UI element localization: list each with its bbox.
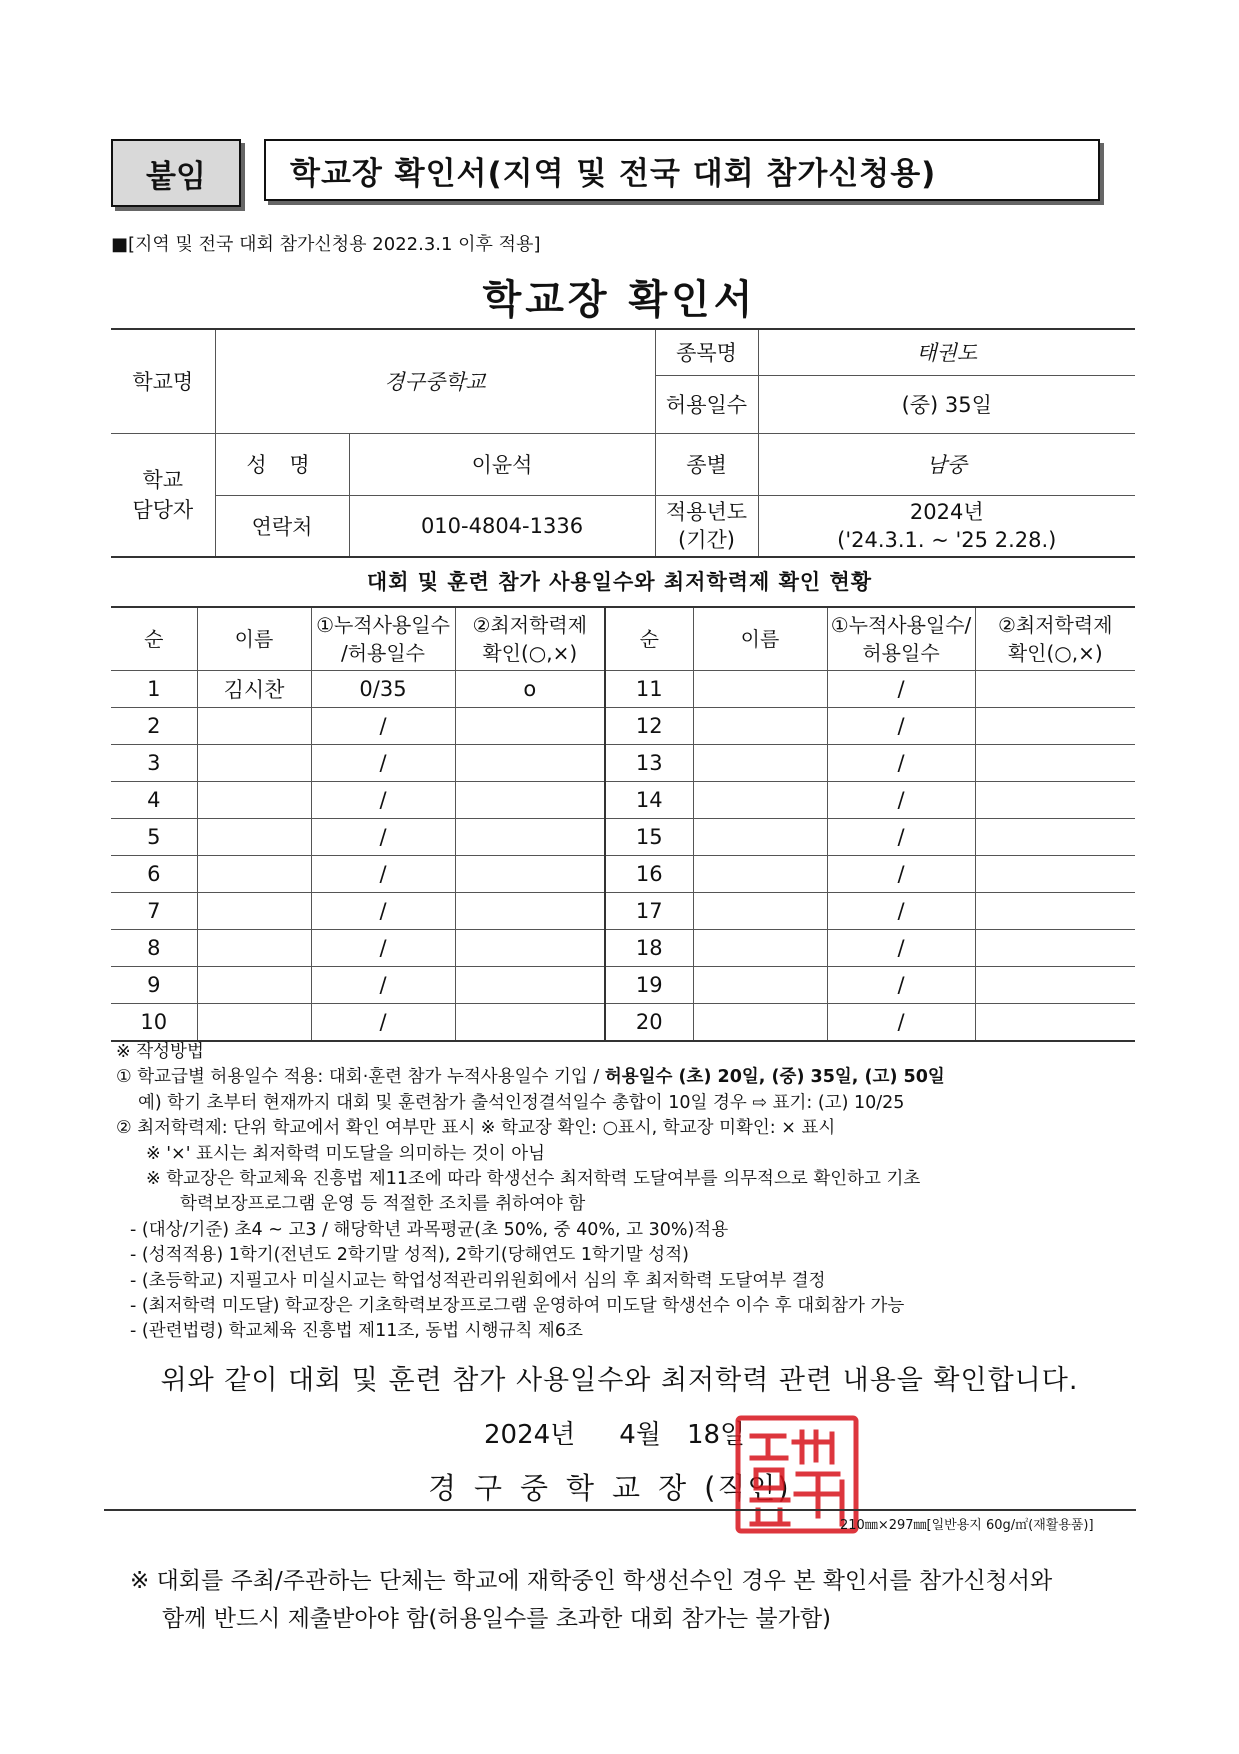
row-days-left: / (311, 819, 455, 856)
roster-section-title: 대회 및 훈련 참가 사용일수와 최저학력제 확인 현황 (366, 570, 873, 594)
confirmation-statement: 위와 같이 대회 및 훈련 참가 사용일수와 최저학력 관련 내용을 확인합니다. (160, 1365, 1079, 1396)
row-check-left (455, 967, 605, 1004)
header-check-left-2: 확인(○,×) (482, 641, 578, 665)
attachment-label: 붙임 (111, 139, 241, 207)
row-check-left (455, 1004, 605, 1042)
name-label: 성 명 (215, 433, 349, 495)
allowed-days-label: 허용일수 (655, 375, 758, 433)
row-no-left: 6 (111, 856, 197, 893)
row-name-left (197, 708, 311, 745)
row-days-left: / (311, 967, 455, 1004)
row-check-right (975, 967, 1135, 1004)
row-check-left (455, 930, 605, 967)
row-name-left (197, 967, 311, 1004)
row-no-left: 3 (111, 745, 197, 782)
table-row (111, 967, 1135, 1004)
header-no-right: 순 (605, 607, 693, 671)
table-row (111, 782, 1135, 819)
event-value: 태권도 (758, 329, 1135, 375)
row-no-right: 12 (605, 708, 693, 745)
row-check-left (455, 708, 605, 745)
event-label: 종목명 (655, 329, 758, 375)
row-name-right (693, 782, 827, 819)
header-check-right-2: 확인(○,×) (1007, 641, 1103, 665)
contact-value: 010-4804-1336 (349, 495, 655, 557)
year-label (655, 495, 758, 557)
row-no-right: 11 (605, 671, 693, 708)
table-row (111, 930, 1135, 967)
row-name-right (693, 1004, 827, 1042)
table-row (111, 1004, 1135, 1042)
paper-spec: 210㎜×297㎜[일반용지 60g/㎡(재활용품)] (840, 1518, 1094, 1533)
row-name-left (197, 930, 311, 967)
school-label: 학교명 (111, 329, 215, 433)
row-check-left (455, 856, 605, 893)
row-name-right (693, 708, 827, 745)
form-note: ■[지역 및 전국 대회 참가신청용 2022.3.1 이후 적용] (111, 234, 541, 255)
row-days-right: / (827, 856, 975, 893)
header-check-right-1: ②최저학력제 (997, 613, 1113, 637)
header-days-right-2: 허용일수 (862, 641, 940, 665)
row-name-left (197, 856, 311, 893)
header-check-left-1: ②최저학력제 (472, 613, 588, 637)
row-name-left (197, 819, 311, 856)
manager-label (111, 433, 215, 557)
final-note-line2: 함께 반드시 제출받아야 함(허용일수를 초과한 대회 참가는 불가함) (162, 1606, 832, 1632)
name-value: 이윤석 (349, 433, 655, 495)
header-days-right (827, 607, 975, 671)
contact-label: 연락처 (215, 495, 349, 557)
manager-label-line2: 담당자 (132, 497, 194, 522)
row-no-left: 10 (111, 1004, 197, 1042)
row-days-left: / (311, 708, 455, 745)
row-no-left: 1 (111, 671, 197, 708)
form-title: 학교장 확인서(지역 및 전국 대회 참가신청용) (264, 139, 1100, 201)
row-days-right: / (827, 671, 975, 708)
method-line-6: 학력보장프로그램 운영 등 적절한 조치를 취하여야 함 (180, 1194, 586, 1215)
method-line-1b: 허용일수 (초) 20일, (중) 35일, (고) 50일 (604, 1067, 945, 1088)
roster-table (111, 606, 1135, 1042)
period-value: ('24.3.1. ~ '25 2.28.) (837, 527, 1057, 552)
info-table (111, 328, 1135, 558)
date-year: 2024년 (484, 1420, 576, 1450)
row-name-left (197, 745, 311, 782)
row-no-right: 17 (605, 893, 693, 930)
final-note-line1: ※ 대회를 주최/주관하는 단체는 학교에 재학중인 학생선수인 경우 본 확인서를 참가신청서와 (130, 1568, 1053, 1594)
row-check-right (975, 856, 1135, 893)
header-days-right-1: ①누적사용일수/ (830, 613, 972, 637)
row-check-right (975, 708, 1135, 745)
row-name-left (197, 782, 311, 819)
method-line-2: 예) 학기 초부터 현재까지 대회 및 훈련참가 출석인정결석일수 총합이 10일 경우 ⇨ 표기: (고) 10/25 (138, 1092, 905, 1113)
date-month: 4월 (619, 1420, 661, 1450)
row-name-left (197, 1004, 311, 1042)
header-check-right (975, 607, 1135, 671)
header-name-left: 이름 (197, 607, 311, 671)
method-title: ※ 작성방법 (116, 1042, 204, 1062)
document-title: 학교장 확인서 (482, 277, 757, 323)
row-no-left: 4 (111, 782, 197, 819)
row-days-right: / (827, 745, 975, 782)
writing-method (116, 1040, 1136, 1345)
method-line-3: ② 최저학력제: 단위 학교에서 확인 여부만 표시 ※ 학교장 확인: ○표시, 학교장 미확인: × 표시 (116, 1118, 836, 1139)
row-no-left: 7 (111, 893, 197, 930)
method-line-1 (116, 1065, 1136, 1090)
manager-label-line1: 학교 (142, 467, 184, 492)
row-days-left: / (311, 782, 455, 819)
row-days-left: / (311, 745, 455, 782)
row-name-right (693, 930, 827, 967)
row-days-right: / (827, 708, 975, 745)
row-no-right: 20 (605, 1004, 693, 1042)
row-name-right (693, 893, 827, 930)
method-line-9: - (초등학교) 지필고사 미실시교는 학업성적관리위원회에서 심의 후 최저학력 도달여부 결정 (130, 1270, 826, 1291)
row-no-left: 8 (111, 930, 197, 967)
date-day: 18일 (686, 1420, 746, 1450)
row-days-right: / (827, 1004, 975, 1042)
row-no-right: 14 (605, 782, 693, 819)
row-check-left (455, 893, 605, 930)
method-line-4: ※ '×' 표시는 최저학력 미도달을 의미하는 것이 아님 (146, 1143, 546, 1164)
allowed-days-value: (중) 35일 (758, 375, 1135, 433)
row-no-left: 2 (111, 708, 197, 745)
header-no-left: 순 (111, 607, 197, 671)
year-label-line2: (기간) (678, 527, 735, 552)
row-check-left (455, 819, 605, 856)
row-check-left: o (455, 671, 605, 708)
row-check-right (975, 1004, 1135, 1042)
school-value: 경구중학교 (215, 329, 655, 433)
row-check-right (975, 671, 1135, 708)
header-days-left-2: /허용일수 (340, 641, 426, 665)
category-label: 종별 (655, 433, 758, 495)
row-no-left: 9 (111, 967, 197, 1004)
row-check-left (455, 745, 605, 782)
row-days-right: / (827, 819, 975, 856)
row-check-left (455, 782, 605, 819)
row-name-left: 김시찬 (197, 671, 311, 708)
row-days-right: / (827, 930, 975, 967)
table-row (111, 671, 1135, 708)
row-name-left (197, 893, 311, 930)
row-no-right: 15 (605, 819, 693, 856)
method-line-11: - (관련법령) 학교체육 진흥법 제11조, 동법 시행규칙 제6조 (130, 1321, 583, 1342)
header-check-left (455, 607, 605, 671)
seal-label: (직인) (704, 1471, 791, 1505)
table-row (111, 893, 1135, 930)
row-name-right (693, 819, 827, 856)
row-no-right: 13 (605, 745, 693, 782)
method-line-5: ※ 학교장은 학교체육 진흥법 제11조에 따라 학생선수 최저학력 도달여부를 의무적으로 확인하고 기초 (146, 1169, 921, 1190)
row-check-right (975, 893, 1135, 930)
row-days-left: / (311, 930, 455, 967)
method-line-10: - (최저학력 미도달) 학교장은 기초학력보장프로그램 운영하여 미도달 학생선수 이수 후 대회참가 가능 (130, 1296, 905, 1317)
row-no-left: 5 (111, 819, 197, 856)
row-check-right (975, 819, 1135, 856)
issue-date (484, 1414, 745, 1451)
row-days-left: 0/35 (311, 671, 455, 708)
table-row (111, 856, 1135, 893)
row-name-right (693, 856, 827, 893)
bottom-divider (104, 1509, 1136, 1511)
year-label-line1: 적용년도 (665, 499, 748, 524)
method-line-7: - (대상/기준) 초4 ~ 고3 / 해당학년 과목평균(초 50%, 중 40%, 고 30%)적용 (130, 1219, 729, 1240)
row-name-right (693, 745, 827, 782)
year-value-line1: 2024년 (909, 499, 984, 524)
final-note (130, 1562, 1052, 1638)
row-name-right (693, 671, 827, 708)
row-check-right (975, 782, 1135, 819)
row-no-right: 19 (605, 967, 693, 1004)
table-row (111, 819, 1135, 856)
row-no-right: 16 (605, 856, 693, 893)
row-days-right: / (827, 967, 975, 1004)
row-days-left: / (311, 856, 455, 893)
row-days-left: / (311, 893, 455, 930)
row-no-right: 18 (605, 930, 693, 967)
year-value (758, 495, 1135, 557)
principal-title: 경구중학교장 (428, 1471, 705, 1505)
category-value: 남중 (758, 433, 1135, 495)
row-check-right (975, 745, 1135, 782)
row-check-right (975, 930, 1135, 967)
header-days-left-1: ①누적사용일수 (316, 613, 450, 637)
table-row (111, 745, 1135, 782)
row-days-left: / (311, 1004, 455, 1042)
row-days-right: / (827, 782, 975, 819)
table-row (111, 708, 1135, 745)
header-name-right: 이름 (693, 607, 827, 671)
row-days-right: / (827, 893, 975, 930)
method-line-8: - (성적적용) 1학기(전년도 2학기말 성적), 2학기(당해연도 1학기말 성적) (130, 1245, 689, 1266)
header-days-left (311, 607, 455, 671)
method-line-1a: ① 학교급별 허용일수 적용: 대회·훈련 참가 누적사용일수 기입 / (116, 1067, 600, 1088)
row-name-right (693, 967, 827, 1004)
